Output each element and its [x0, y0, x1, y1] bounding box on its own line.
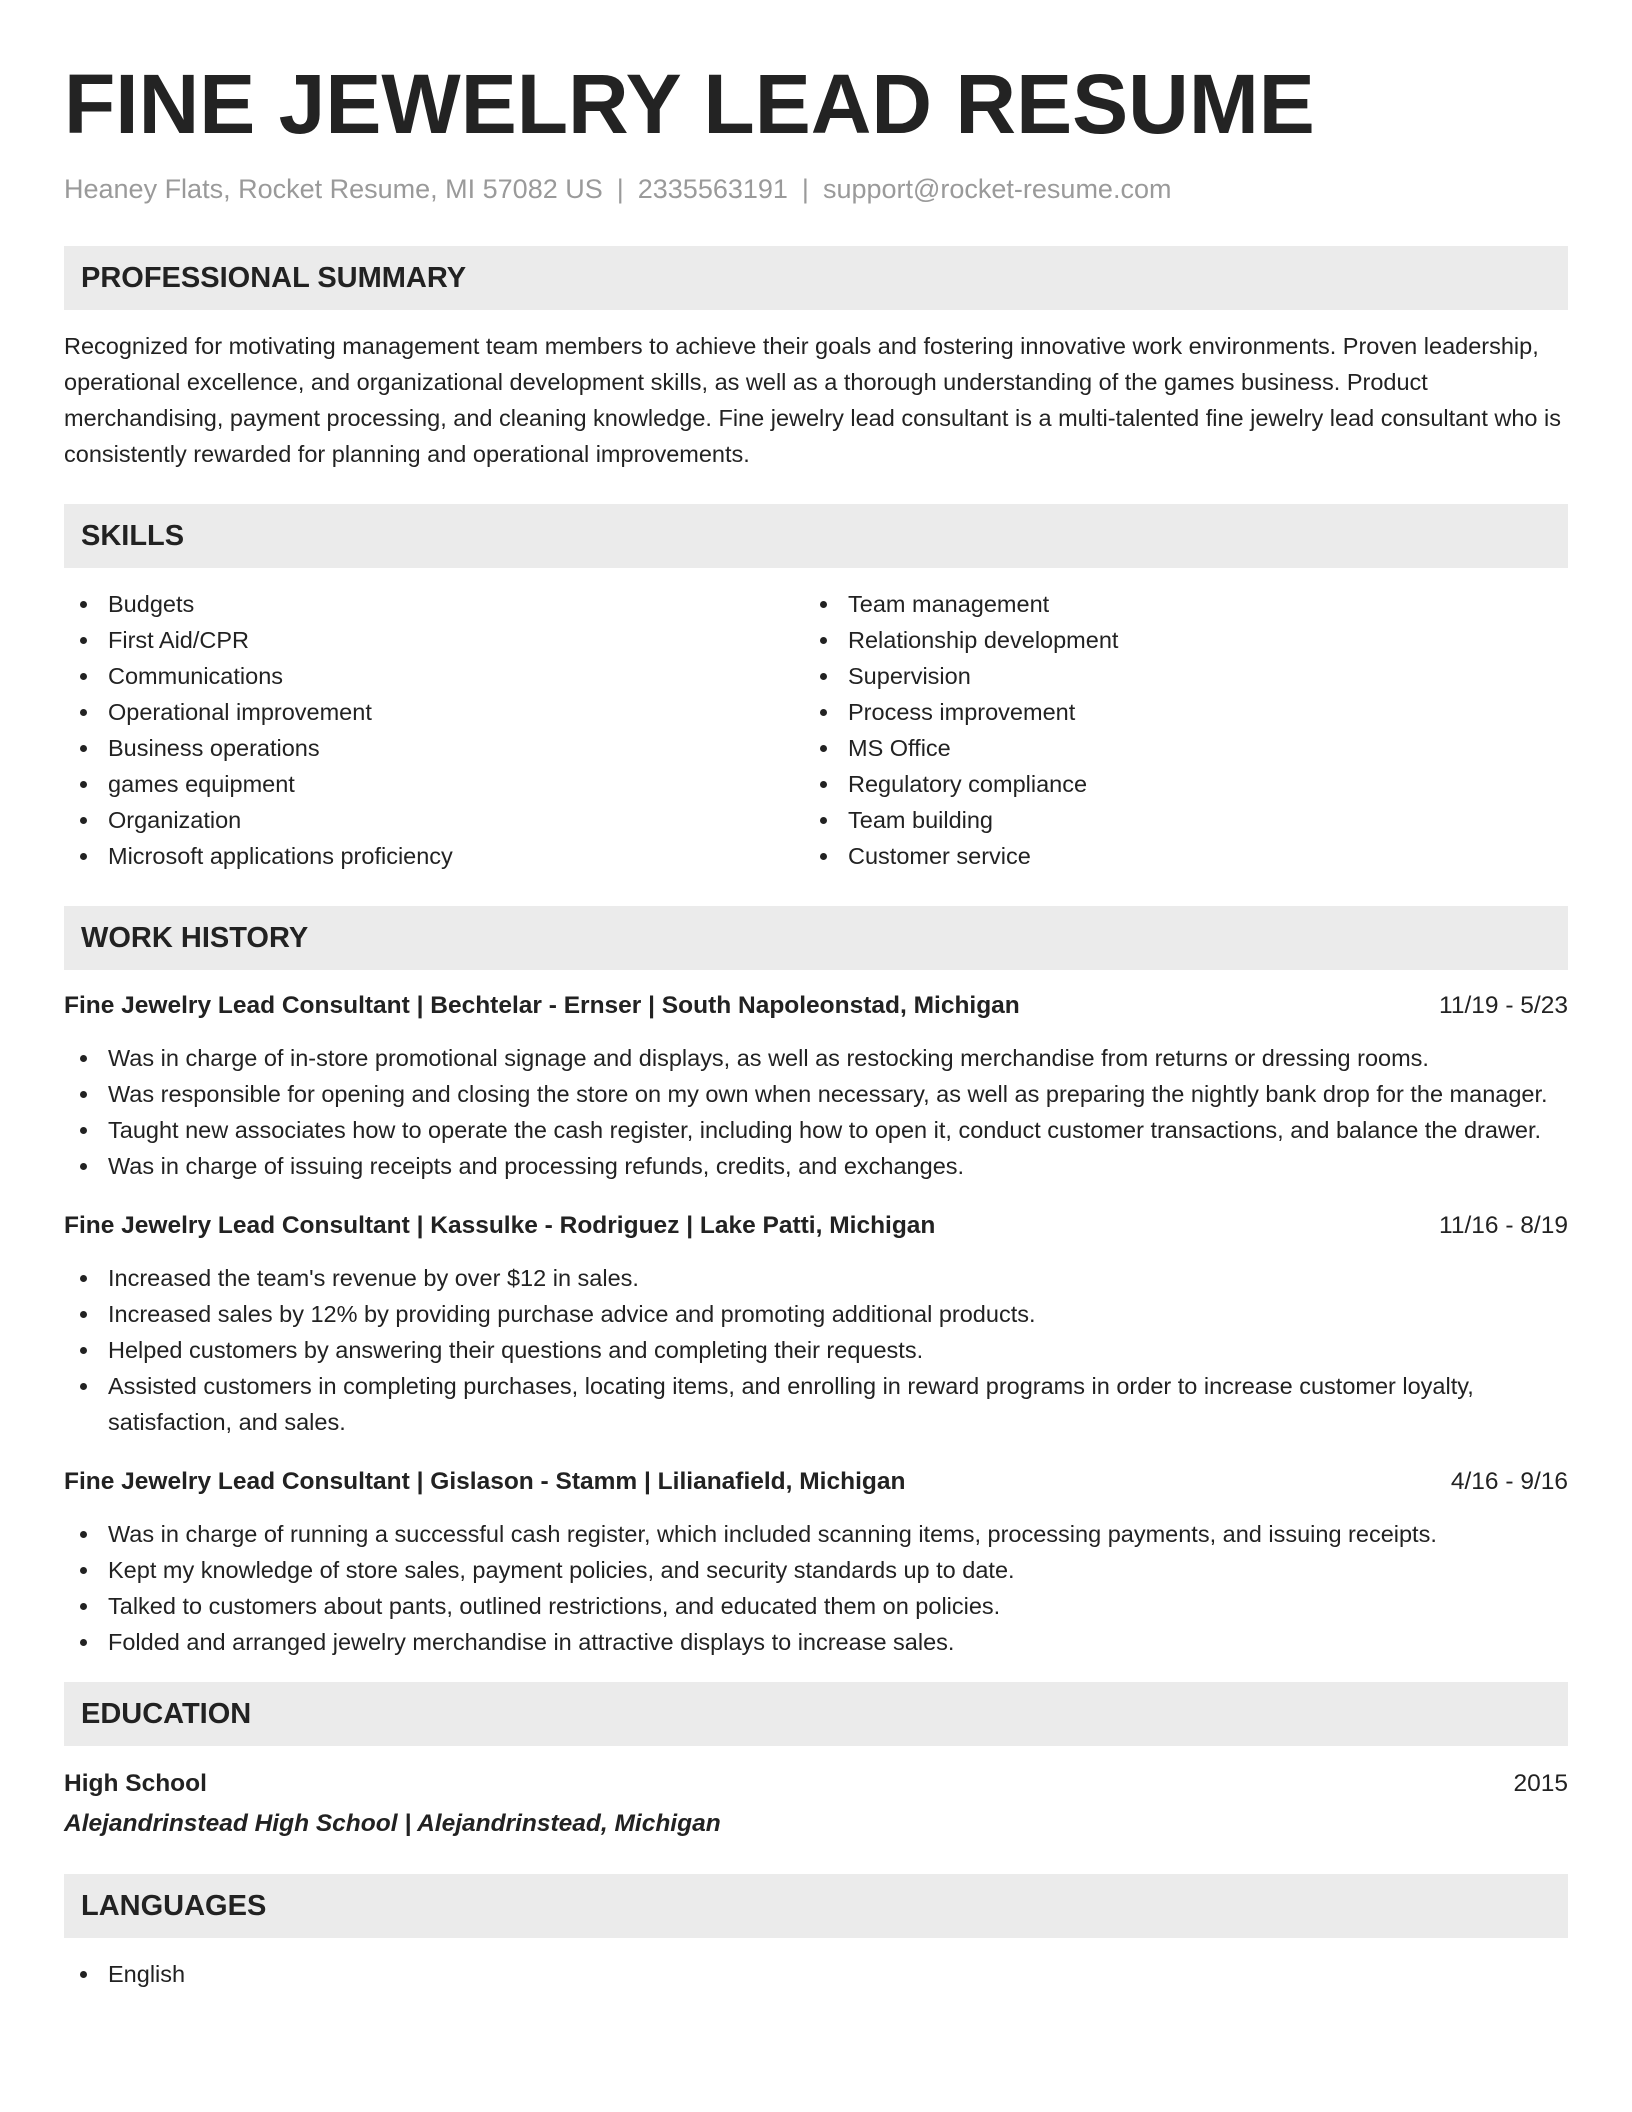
skill-item: Supervision	[804, 658, 1544, 694]
job-dates: 4/16 - 9/16	[1450, 1468, 1568, 1495]
skill-item: Organization	[64, 802, 804, 838]
skills-column-right	[804, 586, 1544, 874]
skill-item: Team management	[804, 586, 1544, 622]
skill-item: Microsoft applications proficiency	[64, 838, 804, 874]
job-header	[64, 1464, 1568, 1500]
job-entry	[64, 1208, 1568, 1440]
skill-item: Budgets	[64, 586, 804, 622]
resume-title: FINE JEWELRY LEAD RESUME	[64, 57, 1315, 151]
skill-item: MS Office	[804, 730, 1544, 766]
job-title: Fine Jewelry Lead Consultant | Kassulke - Rodriguez | Lake Patti, Michigan	[64, 1212, 936, 1239]
job-header	[64, 988, 1568, 1024]
skills-column-left	[64, 586, 804, 874]
skill-item: Business operations	[64, 730, 804, 766]
languages-list	[64, 1956, 1568, 1992]
job-bullet: Increased the team's revenue by over $12 in sales.	[64, 1260, 1568, 1296]
skill-item: Relationship development	[804, 622, 1544, 658]
section-heading-education: EDUCATION	[64, 1682, 1568, 1746]
section-heading-languages: LANGUAGES	[64, 1874, 1568, 1938]
language-item: English	[64, 1956, 1568, 1992]
contact-separator: |	[616, 174, 624, 204]
skill-item: games equipment	[64, 766, 804, 802]
section-heading-skills: SKILLS	[64, 504, 1568, 568]
skill-item: Process improvement	[804, 694, 1544, 730]
contact-separator: |	[801, 174, 809, 204]
job-bullet: Helped customers by answering their questions and completing their requests.	[64, 1332, 1568, 1368]
skill-item: First Aid/CPR	[64, 622, 804, 658]
job-bullet: Was responsible for opening and closing the store on my own when necessary, as well as preparing the nightly bank drop for the manager.	[64, 1076, 1568, 1112]
job-entry	[64, 1464, 1568, 1660]
contact-email: support@rocket-resume.com	[822, 174, 1172, 204]
education-degree: High School	[64, 1770, 207, 1797]
contact-line	[64, 172, 1568, 206]
job-title: Fine Jewelry Lead Consultant | Gislason - Stamm | Lilianafield, Michigan	[64, 1468, 906, 1495]
skills-list-right	[804, 586, 1544, 874]
skill-item: Regulatory compliance	[804, 766, 1544, 802]
skill-item: Operational improvement	[64, 694, 804, 730]
contact-phone: 2335563191	[637, 174, 788, 204]
summary-text: Recognized for motivating management team members to achieve their goals and fostering innovative work environments. Proven leadership, operational excellence, and organizational development skills, as well as a thorough understanding of the games business. Product merchandising, payment processing, and cleaning knowledge. Fine jewelry lead consultant is a multi-talented fine jewelry lead consultant who is consistently rewarded for planning and operational improvements.	[64, 333, 1561, 467]
education-year: 2015	[1513, 1770, 1568, 1797]
job-bullet: Assisted customers in completing purchases, locating items, and enrolling in reward programs in order to increase customer loyalty, satisfaction, and sales.	[64, 1368, 1568, 1440]
job-bullets	[64, 1260, 1568, 1440]
job-bullets	[64, 1516, 1568, 1660]
job-dates: 11/19 - 5/23	[1439, 992, 1568, 1019]
job-bullet: Was in charge of running a successful cash register, which included scanning items, processing payments, and issuing receipts.	[64, 1516, 1568, 1552]
job-dates: 11/16 - 8/19	[1439, 1212, 1568, 1239]
job-bullet: Kept my knowledge of store sales, payment policies, and security standards up to date.	[64, 1552, 1568, 1588]
job-bullet: Increased sales by 12% by providing purchase advice and promoting additional products.	[64, 1296, 1568, 1332]
job-bullet: Talked to customers about pants, outlined restrictions, and educated them on policies.	[64, 1588, 1568, 1624]
job-header	[64, 1208, 1568, 1244]
job-bullet: Was in charge of issuing receipts and processing refunds, credits, and exchanges.	[64, 1148, 1568, 1184]
job-entry	[64, 988, 1568, 1184]
job-bullet: Taught new associates how to operate the cash register, including how to open it, conduct customer transactions, and balance the drawer.	[64, 1112, 1568, 1148]
contact-address: Heaney Flats, Rocket Resume, MI 57082 US	[64, 174, 603, 204]
section-heading-summary: PROFESSIONAL SUMMARY	[64, 246, 1568, 310]
skill-item: Team building	[804, 802, 1544, 838]
skills-grid	[64, 586, 1568, 874]
education-header	[64, 1764, 1568, 1804]
skill-item: Communications	[64, 658, 804, 694]
skills-list-left	[64, 586, 804, 874]
section-heading-work-history: WORK HISTORY	[64, 906, 1568, 970]
job-title: Fine Jewelry Lead Consultant | Bechtelar - Ernser | South Napoleonstad, Michigan	[64, 992, 1020, 1019]
job-bullets	[64, 1040, 1568, 1184]
skill-item: Customer service	[804, 838, 1544, 874]
education-school: Alejandrinstead High School | Alejandrinstead, Michigan	[64, 1810, 721, 1837]
job-bullet: Folded and arranged jewelry merchandise in attractive displays to increase sales.	[64, 1624, 1568, 1660]
job-bullet: Was in charge of in-store promotional signage and displays, as well as restocking merchandise from returns or dressing rooms.	[64, 1040, 1568, 1076]
